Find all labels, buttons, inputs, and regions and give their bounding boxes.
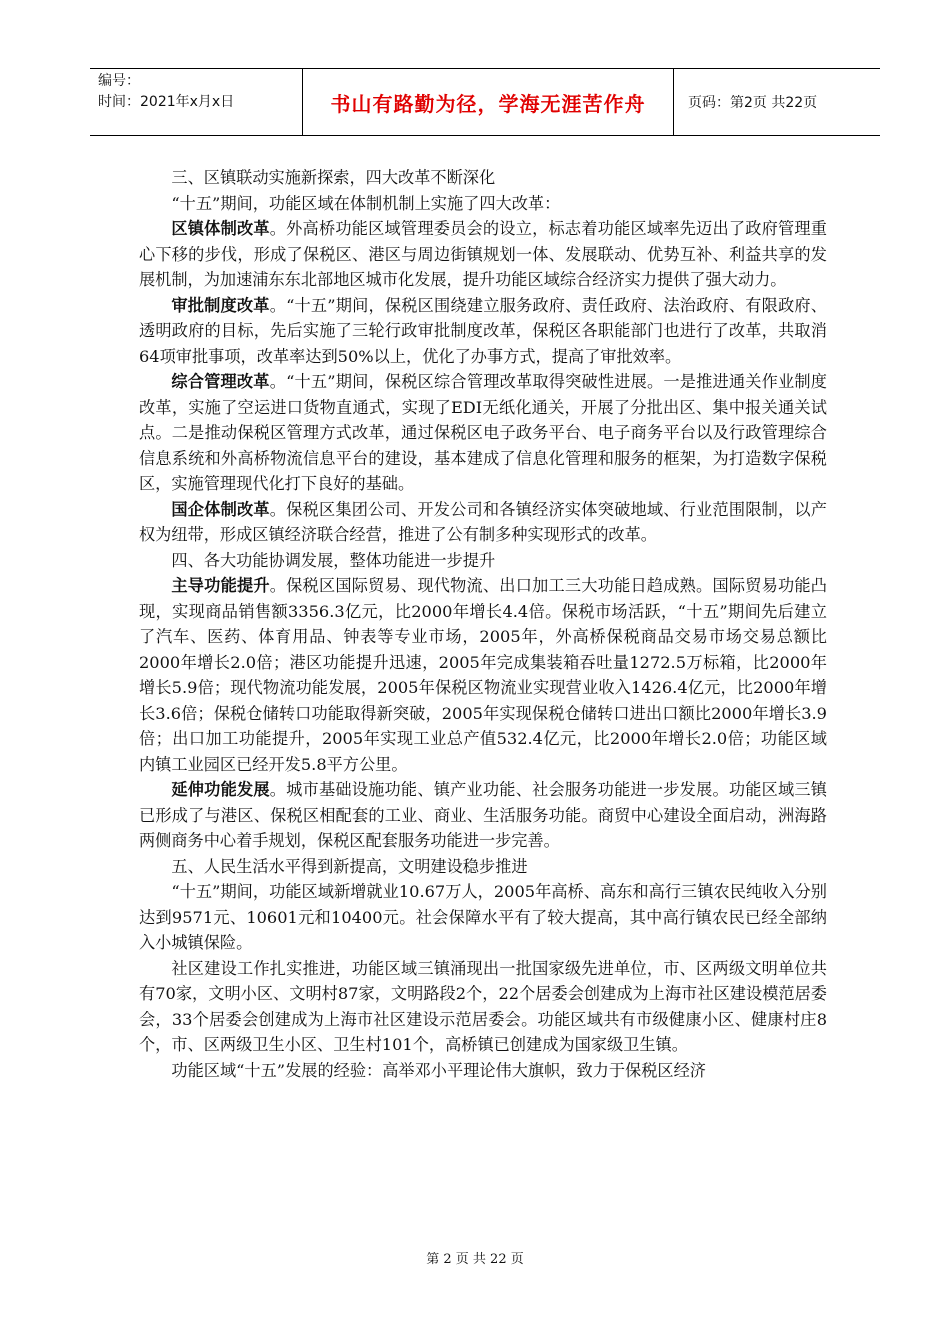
- function-title: 主导功能提升: [171, 576, 270, 595]
- section-heading: 四、各大功能协调发展，整体功能进一步提升: [171, 550, 496, 570]
- reform-text: 。“十五”期间，保税区围绕建立服务政府、责任政府、法治政府、有限政府、透明政府的目标，先后实施了三轮行政审批制度改革，保税区各职能部门也进行了改革，共取消64项审批事项，改革率达到50%以上，优化了办事方式，提高了审批效率。: [139, 295, 827, 366]
- page-footer: 第 2 页 共 22 页: [426, 1252, 524, 1267]
- paragraph: “十五”期间，功能区域在体制机制上实施了四大改革：: [171, 193, 561, 213]
- function-text: 。城市基础设施功能、镇产业功能、社会服务功能进一步发展。功能区域三镇已形成了与港区、保税区相配套的工业、商业、生活服务功能。商贸中心建设全面启动，洲海路两侧商务中心着手规划，保税区配套服务功能进一步完善。: [139, 780, 827, 850]
- header-meta: [90, 69, 303, 135]
- paragraph: [139, 216, 827, 293]
- paragraph: 社区建设工作扎实推进，功能区域三镇涌现出一批国家级先进单位，市、区两级文明单位共有70家，文明小区、文明村87家，文明路段2个，22个居委会创建成为上海市社区建设模范居委会，33个居委会创建成为上海市社区建设示范居委会。功能区域共有市级健康小区、健康村庄8个，市、区两级卫生小区、卫生村101个，高桥镇已创建成为国家级卫生镇。: [139, 958, 827, 1054]
- reform-text: 。保税区集团公司、开发公司和各镇经济实体突破地域、行业范围限制，以产权为纽带，形成区镇经济联合经营，推进了公有制多种实现形式的改革。: [139, 499, 827, 544]
- reform-title: 区镇体制改革: [171, 219, 270, 238]
- reform-title: 国企体制改革: [171, 499, 270, 519]
- header-motto: 书山有路勤为径，学海无涯苦作舟: [303, 69, 674, 135]
- document-body: [139, 165, 827, 1083]
- doc-number-label: 编号：: [98, 73, 140, 89]
- section-heading: 五、人民生活水平得到新提高，文明建设稳步推进: [171, 856, 528, 876]
- section-heading: 三、区镇联动实施新探索，四大改革不断深化: [171, 168, 496, 187]
- paragraph: [139, 777, 827, 854]
- header-page-info: 页码：第2页 共22页: [688, 95, 818, 111]
- reform-text: 。外高桥功能区域管理委员会的设立，标志着功能区域率先迈出了政府管理重心下移的步伐，形成了保税区、港区与周边街镇规划一体、发展联动、优势互补、利益共享的发展机制，为加速浦东东北部地区城市化发展，提升功能区域综合经济实力提供了强大动力。: [139, 219, 827, 289]
- paragraph: [139, 573, 827, 777]
- reform-title: 综合管理改革: [171, 372, 270, 391]
- function-text: 。保税区国际贸易、现代物流、出口加工三大功能日趋成熟。国际贸易功能凸现，实现商品销售额3356.3亿元，比2000年增长4.4倍。保税市场活跃，“十五”期间先后建立了汽车、医药、体育用品、钟表等专业市场，2005年，外高桥保税商品交易市场交易总额比2000年增长2.0倍；港区功能提升迅速，2005年完成集装箱吞吐量1272.5万标箱，比2000年增长5.9倍；现代物流功能发展，2005年保税区物流业实现营业收入1426.4亿元，比2000年增长3.6倍；保税仓储转口功能取得新突破，2005年实现保税仓储转口进出口额比2000年增长3.9倍；出口加工功能提升，2005年实现工业总产值532.4亿元，比2000年增长2.0倍；功能区域内镇工业园区已经开发5.8平方公里。: [139, 576, 827, 774]
- doc-time-label: 时间：2021年x月x日: [98, 94, 235, 110]
- paragraph: [139, 293, 827, 370]
- function-title: 延伸功能发展: [171, 780, 270, 799]
- reform-text: 。“十五”期间，保税区综合管理改革取得突破性进展。一是推进通关作业制度改革，实施了空运进口货物直通式，实现了EDI无纸化通关，开展了分批出区、集中报关通关试点。二是推动保税区管理方式改革，通过保税区电子政务平台、电子商务平台以及行政管理综合信息系统和外高桥物流信息平台的建设，基本建成了信息化管理和服务的框架，为打造数字保税区，实施管理现代化打下良好的基础。: [139, 372, 827, 493]
- paragraph: [139, 497, 827, 548]
- reform-title: 审批制度改革: [171, 295, 270, 315]
- page-header: [90, 68, 880, 136]
- paragraph: [139, 369, 827, 497]
- paragraph: 功能区域“十五”发展的经验：高举邓小平理论伟大旗帜，致力于保税区经济: [171, 1060, 706, 1080]
- paragraph: “十五”期间，功能区域新增就业10.67万人，2005年高桥、高东和高行三镇农民纯收入分别达到9571元、10601元和10400元。社会保障水平有了较大提高，其中高行镇农民已经全部纳入小城镇保险。: [139, 882, 827, 952]
